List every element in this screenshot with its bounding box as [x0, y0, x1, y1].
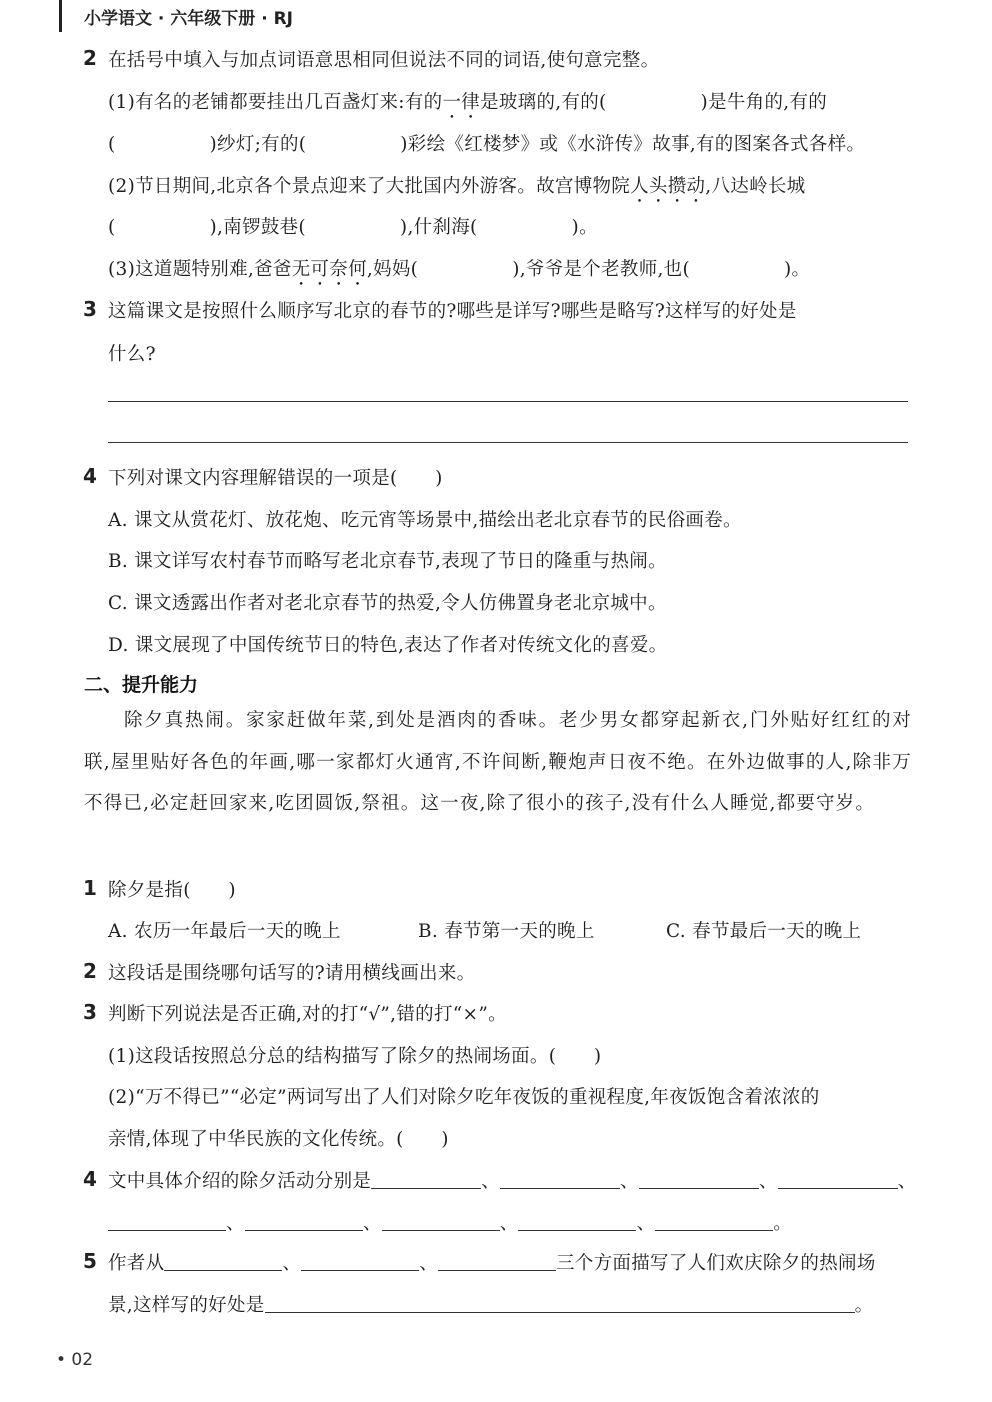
question-number: 4	[83, 1167, 97, 1191]
text: (1)有名的老铺都要挂出几百盏灯来:有的	[108, 92, 443, 113]
answer-blank[interactable]	[245, 1212, 363, 1231]
answer-blank[interactable]	[382, 1212, 500, 1231]
separator: 、	[758, 1171, 778, 1192]
text: 是玻璃的,有的( )是牛角的,有的	[480, 92, 828, 113]
answer-blank[interactable]	[500, 1170, 620, 1189]
statement-2-line-2: 亲情,体现了中华民族的文化传统。( )	[108, 1129, 449, 1150]
period: 。	[773, 1213, 793, 1234]
dotted-word: 一律	[442, 92, 481, 113]
reading-passage: 除夕真热闹。家家赶做年菜,到处是酒肉的香味。老少男女都穿起新衣,门外贴好红红的对联,屋里贴好各色的年画,哪一家都灯火通宵,不许间断,鞭炮声日夜不绝。在外边做事的人,除非万不得已,必定赶回家来,吃团圆饭,祭祖。这一夜,除了很小的孩子,没有什么人睡觉,都要守岁。	[84, 710, 912, 814]
separator: 、	[419, 1253, 439, 1274]
option-a: A. 课文从赏花灯、放花炮、吃元宵等场景中,描绘出老北京春节的民俗画卷。	[108, 510, 742, 531]
option-b: B. 课文详写农村春节而略写老北京春节,表现了节日的隆重与热闹。	[108, 551, 667, 572]
sentence-1-line-1	[108, 88, 827, 123]
dotted-word: 人头攒动	[630, 176, 706, 197]
text: 作者从	[108, 1253, 165, 1274]
question-stem-line-1	[108, 1167, 916, 1193]
option-d: D. 课文展现了中国传统节日的特色,表达了作者对传统文化的喜爱。	[108, 635, 668, 656]
question-number: 1	[83, 876, 97, 900]
question-stem-line-2	[108, 1209, 792, 1235]
question-number: 3	[83, 1000, 97, 1024]
sentence-2-line-1	[108, 172, 805, 207]
question-stem: 在括号中填入与加点词语意思相同但说法不同的词语,使句意完整。	[108, 50, 660, 71]
question-number: 5	[83, 1249, 97, 1273]
option-c: C. 春节最后一天的晚上	[666, 921, 862, 942]
sentence-3	[108, 255, 810, 290]
period: 。	[854, 1295, 874, 1316]
sentence-1-line-2: ( )纱灯;有的( )彩绘《红楼梦》或《水浒传》故事,有的图案各式各样。	[108, 134, 866, 155]
text: (3)这道题特别难,爸爸	[108, 259, 292, 280]
answer-blank[interactable]	[518, 1212, 636, 1231]
answer-blank[interactable]	[265, 1294, 855, 1313]
text: 文中具体介绍的除夕活动分别是	[108, 1171, 372, 1192]
separator: 、	[362, 1213, 382, 1234]
statement-1: (1)这段话按照总分总的结构描写了除夕的热闹场面。( )	[108, 1046, 602, 1067]
dotted-word: 无可奈何	[291, 259, 367, 280]
question-number: 3	[83, 297, 97, 321]
question-stem: 这篇课文是按照什么顺序写北京的春节的?哪些是详写?哪些是略写?这样写的好处是	[108, 301, 797, 322]
answer-blank[interactable]	[655, 1212, 773, 1231]
answer-blank[interactable]	[164, 1252, 282, 1271]
question-number: 2	[83, 959, 97, 983]
text: 三个方面描写了人们欢庆除夕的热闹场	[556, 1253, 876, 1274]
question-stem-line-1	[108, 1249, 876, 1275]
answer-line[interactable]	[108, 442, 908, 443]
page-number: • 02	[56, 1350, 94, 1370]
separator: 、	[897, 1171, 917, 1192]
separator: 、	[636, 1213, 656, 1234]
header-bar	[59, 0, 62, 32]
statement-2-line-1: (2)“万不得已”“必定”两词写出了人们对除夕吃年夜饭的重视程度,年夜饭饱含着浓浓的	[108, 1087, 820, 1108]
answer-blank[interactable]	[438, 1252, 556, 1271]
answer-blank[interactable]	[371, 1170, 481, 1189]
question-stem-line-2	[108, 1291, 873, 1317]
question-stem: 这段话是围绕哪句话写的?请用横线画出来。	[108, 963, 476, 984]
option-a: A. 农历一年最后一天的晚上	[108, 921, 341, 942]
separator: 、	[282, 1253, 302, 1274]
answer-line[interactable]	[108, 401, 908, 402]
separator: 、	[481, 1171, 501, 1192]
text: 景,这样写的好处是	[108, 1295, 265, 1316]
separator: 、	[620, 1171, 639, 1192]
text: ,妈妈( ),爷爷是个老教师,也( )。	[366, 259, 811, 280]
question-stem: 下列对课文内容理解错误的一项是( )	[108, 468, 443, 489]
question-number: 2	[83, 46, 97, 70]
separator: 、	[499, 1213, 519, 1234]
page-header: 小学语文 · 六年级下册 · RJ	[84, 9, 294, 29]
separator: 、	[226, 1213, 245, 1234]
answer-blank[interactable]	[778, 1170, 898, 1189]
option-c: C. 课文透露出作者对老北京春节的热爱,令人仿佛置身老北京城中。	[108, 593, 667, 614]
text: ,八达岭长城	[705, 176, 806, 197]
text: (2)节日期间,北京各个景点迎来了大批国内外游客。故宫博物院	[108, 176, 631, 197]
question-stem: 判断下列说法是否正确,对的打“√”,错的打“×”。	[108, 1004, 507, 1025]
answer-blank[interactable]	[301, 1252, 419, 1271]
answer-blank[interactable]	[108, 1212, 226, 1231]
question-stem-cont: 什么?	[108, 344, 156, 365]
sentence-2-line-2: ( ),南锣鼓巷( ),什刹海( )。	[108, 217, 598, 238]
answer-blank[interactable]	[639, 1170, 759, 1189]
option-b: B. 春节第一天的晚上	[418, 921, 595, 942]
section-title: 二、提升能力	[84, 674, 199, 696]
question-number: 4	[83, 464, 97, 488]
question-stem: 除夕是指( )	[108, 880, 236, 901]
